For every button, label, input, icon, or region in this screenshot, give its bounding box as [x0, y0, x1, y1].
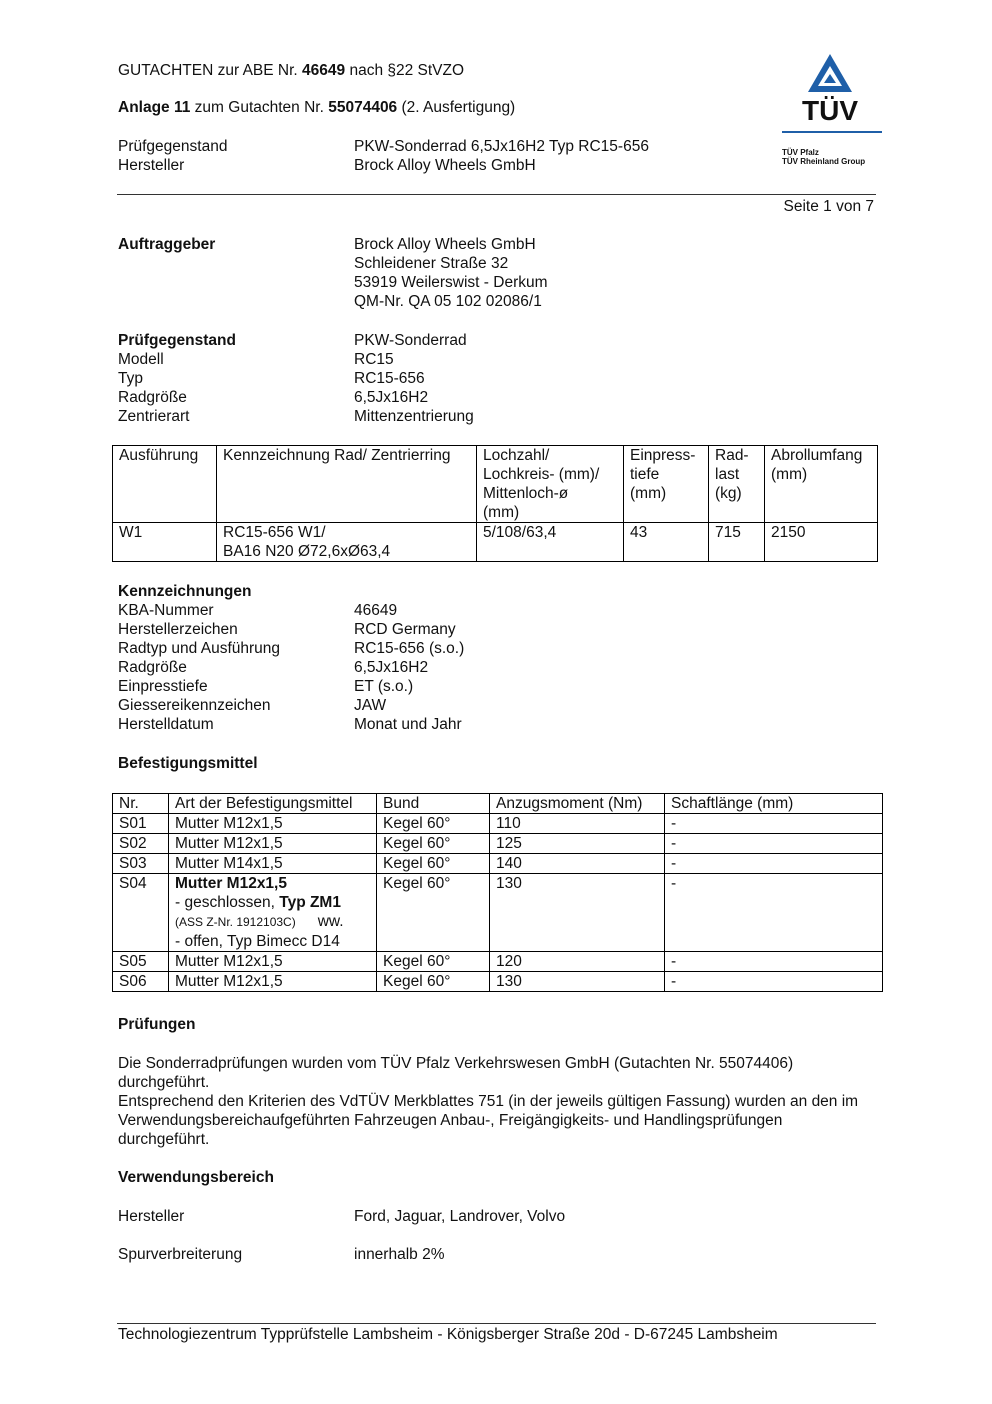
s04-line4: - offen, Typ Bimecc D14 — [175, 933, 340, 950]
table-row — [113, 814, 883, 834]
cell: - — [665, 854, 883, 874]
cell: 130 — [490, 972, 665, 992]
cell: S04 — [113, 874, 169, 952]
ausfuehrung-table — [112, 445, 878, 562]
header-line-2 — [118, 98, 515, 117]
th-radlast: Rad- last (kg) — [709, 446, 765, 523]
logo-text: TÜV — [802, 95, 858, 124]
s04-line1: Mutter M12x1,5 — [175, 875, 287, 892]
tuev-triangle-icon — [778, 52, 888, 124]
tuev-logo — [778, 52, 888, 172]
pruef-label-4: Zentrierart — [118, 408, 190, 425]
pruef-label-0: Prüfgegenstand — [118, 332, 236, 349]
s04-ww: ww. — [317, 913, 344, 930]
cell: Kegel 60° — [377, 834, 490, 854]
anlage-label: Anlage 11 — [118, 99, 191, 116]
auftraggeber-line: Brock Alloy Wheels GmbH — [354, 236, 536, 253]
kennz-value: 46649 — [354, 602, 398, 619]
kennz-label: Radtyp und Ausführung — [118, 640, 281, 657]
th-ausfuehrung: Ausführung — [113, 446, 217, 523]
s04-ass: (ASS Z-Nr. 1912103C) — [175, 915, 296, 929]
kennz-label: Giessereikennzeichen — [118, 697, 271, 714]
th-kennzeichnung: Kennzeichnung Rad/ Zentrierring — [217, 446, 477, 523]
table-header-row — [113, 794, 883, 814]
cell: - — [665, 972, 883, 992]
pruef-labels — [118, 331, 236, 426]
auftraggeber-line: Schleidener Straße 32 — [354, 255, 509, 272]
cell: S06 — [113, 972, 169, 992]
cell: S01 — [113, 814, 169, 834]
cell: Kegel 60° — [377, 952, 490, 972]
kennz-label: KBA-Nummer — [118, 602, 214, 619]
page-number: Seite 1 von 7 — [783, 198, 874, 215]
cell: RC15-656 W1/ BA16 N20 Ø72,6xØ63,4 — [217, 523, 477, 562]
gutachten-number: 55074406 — [328, 99, 398, 116]
kennz-value: 6,5Jx16H2 — [354, 659, 429, 676]
logo-sub1: TÜV Pfalz — [782, 148, 819, 157]
cell: 5/108/63,4 — [477, 523, 624, 562]
verwendung-spur-label: Spurverbreiterung — [118, 1246, 243, 1263]
abe-number: 46649 — [302, 62, 346, 79]
logo-sub2: TÜV Rheinland Group — [782, 157, 866, 166]
kennzeichnungen-title: Kennzeichnungen — [118, 583, 252, 600]
header-divider — [117, 194, 876, 195]
cell: 715 — [709, 523, 765, 562]
pruef-value-0: PKW-Sonderrad — [354, 332, 467, 349]
cell: - — [665, 814, 883, 834]
cell: S05 — [113, 952, 169, 972]
befestigung-title: Befestigungsmittel — [118, 755, 258, 772]
s04-type: Typ ZM1 — [279, 894, 341, 911]
kennz-value: Monat und Jahr — [354, 716, 462, 733]
verwendung-hersteller-value: Ford, Jaguar, Landrover, Volvo — [354, 1208, 566, 1225]
th-einpresstiefe: Einpress- tiefe (mm) — [624, 446, 709, 523]
pruef-value-4: Mittenzentrierung — [354, 408, 474, 425]
cell: Mutter M14x1,5 — [169, 854, 377, 874]
pruefungen-para1: Die Sonderradprüfungen wurden vom TÜV Pfalz Verkehrswesen GmbH (Gutachten Nr. 55074406) durchgeführt. — [118, 1055, 794, 1091]
kennz-value: JAW — [354, 697, 387, 714]
cell: S02 — [113, 834, 169, 854]
header-prefix: GUTACHTEN zur ABE Nr. — [118, 62, 303, 79]
th-bund: Bund — [377, 794, 490, 814]
anlage-suffix: (2. Ausfertigung) — [397, 99, 516, 116]
pruef-value-3: 6,5Jx16H2 — [354, 389, 429, 406]
th-nr: Nr. — [113, 794, 169, 814]
kennz-label: Einpresstiefe — [118, 678, 208, 695]
s04-line2: - geschlossen, — [175, 894, 280, 911]
table-row — [113, 834, 883, 854]
cell: Mutter M12x1,5 — [169, 834, 377, 854]
cell: 2150 — [765, 523, 878, 562]
cell: Kegel 60° — [377, 874, 490, 952]
cell: 140 — [490, 854, 665, 874]
cell: 110 — [490, 814, 665, 834]
footer-text: Technologiezentrum Typprüfstelle Lambsheim - Königsberger Straße 20d - D-67245 Lambsheim — [118, 1326, 778, 1343]
table-row — [113, 874, 883, 952]
kennz-label: Radgröße — [118, 659, 187, 676]
verwendung-title: Verwendungsbereich — [118, 1169, 274, 1186]
pruef-value-2: RC15-656 — [354, 370, 425, 387]
header-hersteller-value: Brock Alloy Wheels GmbH — [354, 157, 536, 174]
kennz-labels — [118, 601, 280, 734]
pruef-label-3: Radgröße — [118, 389, 187, 406]
verwendung-hersteller-label: Hersteller — [118, 1208, 185, 1225]
footer-divider — [117, 1323, 876, 1324]
logo-rule — [782, 131, 882, 133]
pruefungen-title: Prüfungen — [118, 1016, 196, 1033]
pruef-values — [354, 331, 474, 426]
th-art: Art der Befestigungsmittel — [169, 794, 377, 814]
cell: 43 — [624, 523, 709, 562]
th-schaftlaenge: Schaftlänge (mm) — [665, 794, 883, 814]
cell: - — [665, 874, 883, 952]
header-pruef-label: Prüfgegenstand — [118, 138, 228, 155]
s04-detail-cell — [169, 874, 377, 952]
th-lochzahl: Lochzahl/ Lochkreis- (mm)/ Mittenloch-ø (mm) — [477, 446, 624, 523]
cell: W1 — [113, 523, 217, 562]
anlage-mid: zum Gutachten Nr. — [190, 99, 329, 116]
befestigung-table — [112, 793, 883, 992]
cell: S03 — [113, 854, 169, 874]
cell: 120 — [490, 952, 665, 972]
cell: Mutter M12x1,5 — [169, 814, 377, 834]
verwendung-spur-value: innerhalb 2% — [354, 1246, 445, 1263]
cell: 125 — [490, 834, 665, 854]
cell: - — [665, 834, 883, 854]
cell: 130 — [490, 874, 665, 952]
cell: - — [665, 952, 883, 972]
pruef-label-1: Modell — [118, 351, 164, 368]
auftraggeber-address — [354, 235, 548, 311]
auftraggeber-line: QM-Nr. QA 05 102 02086/1 — [354, 293, 542, 310]
kennz-label: Herstelldatum — [118, 716, 214, 733]
table-header-row — [113, 446, 878, 523]
header-hersteller-label: Hersteller — [118, 157, 185, 174]
cell: Mutter M12x1,5 — [169, 952, 377, 972]
kennz-values — [354, 601, 464, 734]
header-suffix: nach §22 StVZO — [345, 62, 465, 79]
th-anzugsmoment: Anzugsmoment (Nm) — [490, 794, 665, 814]
kennz-label: Herstellerzeichen — [118, 621, 238, 638]
cell: Kegel 60° — [377, 814, 490, 834]
table-row — [113, 952, 883, 972]
header-line-1 — [118, 61, 464, 80]
cell: Kegel 60° — [377, 972, 490, 992]
kennz-value: ET (s.o.) — [354, 678, 414, 695]
kennz-value: RC15-656 (s.o.) — [354, 640, 465, 657]
auftraggeber-line: 53919 Weilerswist - Derkum — [354, 274, 548, 291]
cell: Kegel 60° — [377, 854, 490, 874]
pruef-value-1: RC15 — [354, 351, 394, 368]
table-row — [113, 972, 883, 992]
pruef-label-2: Typ — [118, 370, 143, 387]
cell: Mutter M12x1,5 — [169, 972, 377, 992]
th-abrollumfang: Abrollumfang (mm) — [765, 446, 878, 523]
auftraggeber-label: Auftraggeber — [118, 236, 216, 253]
table-row — [113, 854, 883, 874]
kennz-value: RCD Germany — [354, 621, 456, 638]
pruefungen-para2: Entsprechend den Kriterien des VdTÜV Merkblattes 751 (in der jeweils gültigen Fassung) wurden an den im Verwendungsbereichaufgeführten Fahrzeugen Anbau-, Freigängigkeits- und Handlingsprüfungen durchgeführt. — [118, 1093, 859, 1148]
table-row — [113, 523, 878, 562]
header-pruef-value: PKW-Sonderrad 6,5Jx16H2 Typ RC15-656 — [354, 138, 649, 155]
